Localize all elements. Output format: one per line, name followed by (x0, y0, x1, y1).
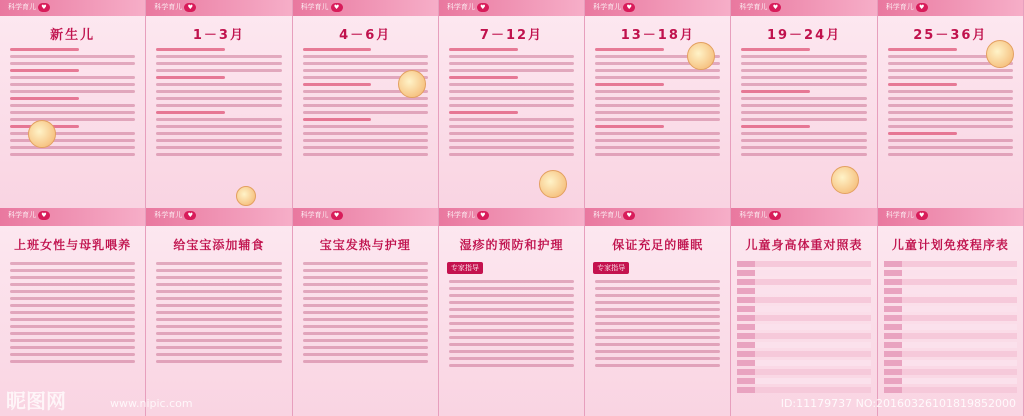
watermark-url: www.nipic.com (110, 397, 193, 410)
panel-title: 4－6月 (339, 28, 392, 43)
brand-label: 科学育儿 ♥ (8, 2, 50, 12)
panel-fever-care (293, 208, 439, 416)
heart-icon: ♥ (38, 211, 50, 220)
brand-label: 科学育儿 ♥ (593, 2, 635, 12)
heart-icon: ♥ (184, 3, 196, 12)
panel-body (595, 276, 720, 398)
brand-label: 科学育儿 ♥ (886, 2, 928, 12)
panel-title: 湿疹的预防和护理 (459, 238, 564, 252)
panel-25-36-months (878, 0, 1024, 208)
brand-label: 科学育儿 ♥ (154, 2, 196, 12)
heart-icon: ♥ (331, 3, 343, 12)
panel-title: 13－18月 (620, 28, 695, 43)
panel-complementary-food (146, 208, 292, 416)
panel-body (156, 258, 281, 398)
panel-title: 儿童计划免疫程序表 (891, 238, 1009, 252)
brand-label: 科学育儿 ♥ (8, 210, 50, 220)
heart-icon: ♥ (769, 211, 781, 220)
panel-13-18-months (585, 0, 731, 208)
panel-7-12-months (439, 0, 585, 208)
brand-label: 科学育儿 ♥ (301, 2, 343, 12)
panel-sleep (585, 208, 731, 416)
heart-icon: ♥ (38, 3, 50, 12)
heart-icon: ♥ (916, 3, 928, 12)
expert-tag: 专家指导 (447, 262, 483, 274)
panel-body (303, 258, 428, 398)
panel-immunization-schedule (878, 208, 1024, 416)
baby-illustration-icon (986, 40, 1014, 68)
panel-height-weight-table (731, 208, 877, 416)
brand-label: 科学育儿 ♥ (886, 210, 928, 220)
brand-label: 科学育儿 ♥ (447, 210, 489, 220)
baby-illustration-icon (398, 70, 426, 98)
brand-label: 科学育儿 ♥ (739, 210, 781, 220)
panel-title: 1－3月 (192, 28, 245, 43)
panel-newborn (0, 0, 146, 208)
heart-icon: ♥ (916, 211, 928, 220)
panel-body (449, 276, 574, 398)
expert-tag: 专家指导 (593, 262, 629, 274)
panel-4-6-months (293, 0, 439, 208)
heart-icon: ♥ (623, 211, 635, 220)
panel-body (449, 44, 574, 190)
baby-illustration-icon (236, 186, 256, 206)
heart-icon: ♥ (331, 211, 343, 220)
baby-illustration-icon (539, 170, 567, 198)
panel-19-24-months (731, 0, 877, 208)
watermark-logo: 昵图网 (6, 389, 66, 413)
brand-label: 科学育儿 ♥ (739, 2, 781, 12)
heart-icon: ♥ (477, 3, 489, 12)
panel-body (10, 44, 135, 190)
panel-title: 25－36月 (913, 28, 988, 43)
panel-1-3-months (146, 0, 292, 208)
panel-body (303, 44, 428, 190)
watermark-id: ID:11179737 NO:20160326101819852000 (780, 397, 1016, 410)
panel-title: 7－12月 (479, 28, 544, 43)
panel-title: 上班女性与母乳喂养 (14, 238, 132, 252)
panel-body (156, 44, 281, 190)
brand-label: 科学育儿 ♥ (447, 2, 489, 12)
immunization-table (884, 258, 1017, 394)
panel-title: 19－24月 (766, 28, 842, 43)
brand-label: 科学育儿 ♥ (301, 210, 343, 220)
panel-title: 宝宝发热与护理 (319, 238, 411, 252)
panel-title: 新生儿 (50, 28, 96, 43)
panel-body (10, 258, 135, 398)
panel-title: 保证充足的睡眠 (612, 238, 704, 252)
brand-label: 科学育儿 ♥ (593, 210, 635, 220)
heart-icon: ♥ (623, 3, 635, 12)
heart-icon: ♥ (477, 211, 489, 220)
baby-illustration-icon (28, 120, 56, 148)
height-weight-table (737, 258, 870, 394)
panel-title: 给宝宝添加辅食 (173, 238, 265, 252)
panel-title: 儿童身高体重对照表 (745, 238, 863, 252)
baby-illustration-icon (687, 42, 715, 70)
panel-eczema-care (439, 208, 585, 416)
heart-icon: ♥ (184, 211, 196, 220)
heart-icon: ♥ (769, 3, 781, 12)
brand-label: 科学育儿 ♥ (154, 210, 196, 220)
